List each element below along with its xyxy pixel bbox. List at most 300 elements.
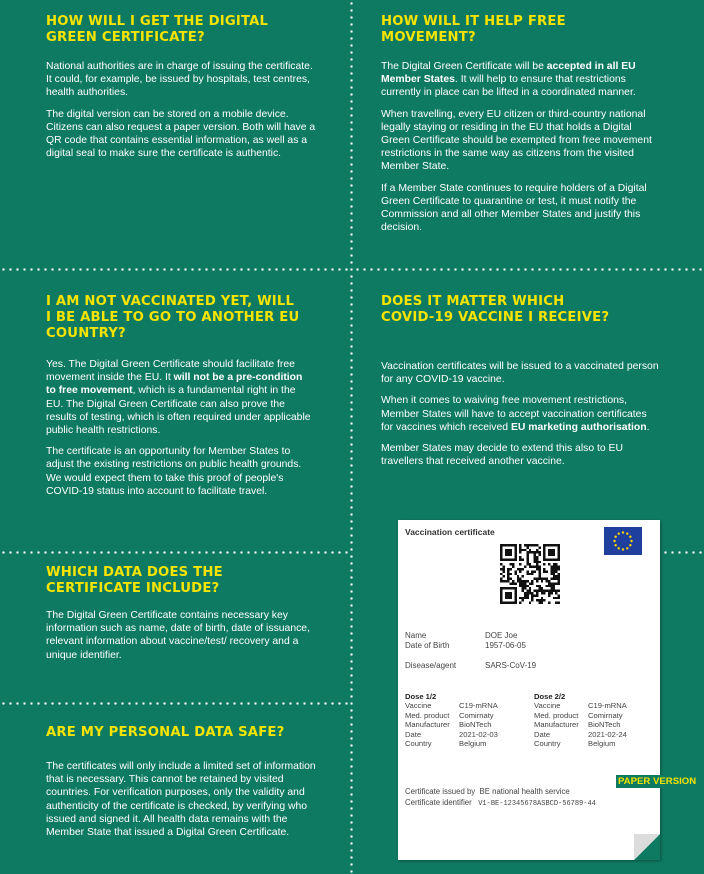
- qr-module: [548, 590, 550, 592]
- qr-module: [543, 599, 545, 601]
- qr-module: [500, 594, 502, 596]
- qr-module: [534, 590, 536, 592]
- qr-module: [512, 587, 514, 589]
- qr-module: [510, 549, 512, 551]
- qr-module: [543, 551, 545, 553]
- qr-module: [548, 554, 550, 556]
- vaccination-certificate: [398, 520, 660, 860]
- qr-module: [558, 582, 560, 584]
- dose-title: Dose 2/2: [534, 692, 566, 701]
- qr-module: [519, 570, 521, 572]
- horizontal-divider: [0, 268, 350, 271]
- qr-module: [541, 590, 543, 592]
- qr-module: [517, 568, 519, 570]
- qr-module: [522, 590, 524, 592]
- qr-module: [529, 592, 531, 594]
- qr-module: [543, 563, 545, 565]
- qr-module: [524, 592, 526, 594]
- qr-module: [550, 544, 552, 546]
- qr-module: [558, 575, 560, 577]
- cert-field-label: Certificate issued by: [405, 787, 476, 796]
- horizontal-divider: [662, 551, 704, 554]
- qr-module: [510, 592, 512, 594]
- qr-module: [524, 597, 526, 599]
- qr-module: [529, 566, 531, 568]
- qr-module: [505, 597, 507, 599]
- qr-module: [510, 597, 512, 599]
- qr-module: [550, 554, 552, 556]
- qr-module: [555, 597, 557, 599]
- qr-module: [519, 556, 521, 558]
- qr-module: [529, 602, 531, 604]
- section-heading: [381, 294, 661, 326]
- emphasis-text: will not be a pre-condition to free movement: [46, 372, 303, 397]
- section-which-vaccine: [381, 294, 661, 476]
- qr-module: [500, 556, 502, 558]
- qr-module: [507, 554, 509, 556]
- qr-module: [500, 597, 502, 599]
- qr-module: [543, 546, 545, 548]
- qr-module: [522, 585, 524, 587]
- qr-module: [522, 580, 524, 582]
- eu-star-icon: [629, 536, 631, 538]
- qr-module: [517, 578, 519, 580]
- heading-line: WHICH DATA DOES THE: [46, 565, 223, 580]
- qr-module: [536, 556, 538, 558]
- paragraph: The Digital Green Certificate contains necessary key information such as name, date of birth, date of issuance, relevant information about vaccine/test/ recovery and a unique identifier.: [46, 610, 310, 661]
- paragraph: [381, 394, 661, 434]
- qr-module: [500, 546, 502, 548]
- qr-module: [553, 573, 555, 575]
- qr-module: [512, 558, 514, 560]
- heading-line: COVID-19 VACCINE I RECEIVE?: [381, 310, 610, 325]
- qr-module: [500, 554, 502, 556]
- qr-module: [538, 551, 540, 553]
- qr-module: [555, 558, 557, 560]
- qr-module: [524, 594, 526, 596]
- qr-module: [514, 556, 516, 558]
- qr-module: [519, 546, 521, 548]
- qr-module: [500, 568, 502, 570]
- qr-module: [531, 599, 533, 601]
- qr-module: [510, 582, 512, 584]
- qr-module: [519, 580, 521, 582]
- section-personal-data: [46, 725, 316, 847]
- qr-module: [543, 544, 545, 546]
- qr-module: [538, 570, 540, 572]
- qr-module: [514, 592, 516, 594]
- qr-module: [507, 568, 509, 570]
- qr-module: [529, 582, 531, 584]
- qr-module: [536, 551, 538, 553]
- qr-module: [505, 551, 507, 553]
- qr-module: [536, 590, 538, 592]
- qr-module: [524, 585, 526, 587]
- qr-module: [529, 563, 531, 565]
- qr-module: [514, 570, 516, 572]
- qr-module: [558, 554, 560, 556]
- eu-star-icon: [618, 547, 620, 549]
- qr-module: [546, 570, 548, 572]
- section-heading: [46, 294, 311, 342]
- qr-module: [507, 573, 509, 575]
- qr-module: [519, 602, 521, 604]
- qr-module: [514, 599, 516, 601]
- qr-module: [526, 551, 528, 553]
- qr-module: [538, 546, 540, 548]
- eu-star-icon: [613, 540, 615, 542]
- qr-module: [512, 566, 514, 568]
- qr-module: [500, 551, 502, 553]
- qr-module: [507, 602, 509, 604]
- dose-label: Date: [405, 729, 422, 739]
- qr-module: [541, 587, 543, 589]
- qr-module: [548, 592, 550, 594]
- qr-module: [505, 580, 507, 582]
- qr-module: [546, 585, 548, 587]
- qr-module: [505, 594, 507, 596]
- qr-module: [502, 570, 504, 572]
- qr-module: [553, 558, 555, 560]
- qr-module: [510, 578, 512, 580]
- qr-module: [555, 602, 557, 604]
- qr-module: [543, 570, 545, 572]
- qr-module: [519, 563, 521, 565]
- eu-star-icon: [614, 536, 616, 538]
- paragraph: Vaccination certificates will be issued to a vaccinated person for any COVID-19 vaccine.: [381, 361, 659, 386]
- qr-module: [548, 594, 550, 596]
- qr-module: [543, 554, 545, 556]
- qr-module: [519, 558, 521, 560]
- cert-issuer-row: [405, 787, 570, 796]
- qr-module: [507, 597, 509, 599]
- qr-module: [510, 551, 512, 553]
- qr-module: [558, 558, 560, 560]
- qr-module: [507, 578, 509, 580]
- cert-field-label: Date of Birth: [405, 641, 450, 650]
- vertical-divider: [350, 0, 353, 874]
- heading-line: I AM NOT VACCINATED YET, WILL: [46, 294, 295, 309]
- qr-module: [522, 599, 524, 601]
- qr-module: [534, 561, 536, 563]
- qr-module: [510, 602, 512, 604]
- qr-module: [541, 597, 543, 599]
- qr-module: [558, 578, 560, 580]
- qr-module: [555, 575, 557, 577]
- qr-module: [550, 585, 552, 587]
- qr-module: [522, 582, 524, 584]
- qr-module: [500, 580, 502, 582]
- qr-module: [526, 558, 528, 560]
- qr-module: [514, 582, 516, 584]
- qr-module: [507, 549, 509, 551]
- eu-flag-icon: [604, 527, 642, 555]
- heading-line: CERTIFICATE INCLUDE?: [46, 581, 220, 596]
- horizontal-divider: [0, 702, 350, 705]
- cert-identifier-row: [405, 798, 596, 808]
- qr-module: [502, 602, 504, 604]
- dose-value: C19-mRNA: [588, 701, 627, 711]
- qr-module: [550, 558, 552, 560]
- cert-field-value: DOE Joe: [485, 631, 518, 640]
- certificate-title: Vaccination certificate: [405, 527, 495, 537]
- qr-module: [517, 580, 519, 582]
- qr-module: [524, 566, 526, 568]
- qr-module: [536, 558, 538, 560]
- qr-module: [531, 594, 533, 596]
- qr-module: [553, 587, 555, 589]
- dose-label: Vaccine: [405, 701, 432, 711]
- qr-module: [500, 578, 502, 580]
- qr-module: [538, 585, 540, 587]
- dose-value: BioNTech: [459, 720, 492, 730]
- qr-module: [546, 580, 548, 582]
- qr-module: [514, 544, 516, 546]
- qr-module: [550, 570, 552, 572]
- qr-module: [510, 568, 512, 570]
- dose-label: Date: [534, 729, 551, 739]
- qr-module: [510, 558, 512, 560]
- qr-module: [558, 568, 560, 570]
- qr-module: [555, 578, 557, 580]
- qr-module: [526, 544, 528, 546]
- qr-module: [536, 549, 538, 551]
- paragraph: The certificates will only include a limited set of information that is necessary. This cannot be retained by visited countries. For verification purposes, only the validity and authenticity of the certificate is checked, by verifying who issued and signed it. All health data remains with the Member State that issued a Digital Green Certificate.: [46, 761, 316, 839]
- qr-module: [550, 592, 552, 594]
- qr-module: [543, 558, 545, 560]
- qr-module: [526, 573, 528, 575]
- qr-module: [500, 590, 502, 592]
- heading-line: GREEN CERTIFICATE?: [46, 30, 205, 45]
- dose-label: Med. product: [534, 710, 579, 720]
- section-heading: ARE MY PERSONAL DATA SAFE?: [46, 725, 285, 740]
- qr-module: [505, 592, 507, 594]
- qr-module: [538, 566, 540, 568]
- qr-module: [529, 549, 531, 551]
- qr-module: [538, 561, 540, 563]
- qr-module: [514, 594, 516, 596]
- dose-1-block: [405, 692, 498, 748]
- qr-module: [534, 544, 536, 546]
- qr-module: [526, 590, 528, 592]
- qr-module: [546, 590, 548, 592]
- eu-star-icon: [614, 544, 616, 546]
- qr-module: [534, 554, 536, 556]
- qr-module: [543, 592, 545, 594]
- qr-module: [529, 573, 531, 575]
- qr-module: [505, 558, 507, 560]
- qr-module: [534, 551, 536, 553]
- qr-module: [510, 573, 512, 575]
- qr-module: [510, 587, 512, 589]
- qr-module: [548, 563, 550, 565]
- qr-module: [553, 551, 555, 553]
- qr-code-icon: [500, 544, 560, 604]
- emphasis-text: accepted in all EU Member States: [381, 61, 636, 86]
- qr-module: [522, 587, 524, 589]
- qr-module: [514, 554, 516, 556]
- dose-label: Vaccine: [534, 701, 561, 711]
- qr-module: [550, 573, 552, 575]
- horizontal-divider: [354, 268, 704, 271]
- qr-module: [512, 563, 514, 565]
- qr-module: [536, 599, 538, 601]
- qr-module: [526, 592, 528, 594]
- qr-module: [505, 544, 507, 546]
- dose-value: Belgium: [588, 739, 616, 749]
- qr-module: [548, 558, 550, 560]
- qr-module: [538, 578, 540, 580]
- section-free-movement: [381, 14, 661, 242]
- qr-module: [558, 556, 560, 558]
- qr-module: [534, 566, 536, 568]
- qr-module: [510, 554, 512, 556]
- qr-module: [550, 590, 552, 592]
- paragraph: The certificate is an opportunity for Member States to adjust the existing restrictions on public health grounds. We would expect them to take this proof of people's COVID-19 status into account to facilitate travel.: [46, 446, 302, 497]
- qr-module: [555, 592, 557, 594]
- qr-module: [502, 575, 504, 577]
- qr-module: [526, 597, 528, 599]
- qr-module: [536, 580, 538, 582]
- qr-module: [502, 566, 504, 568]
- eu-star-icon: [622, 531, 624, 533]
- qr-module: [507, 580, 509, 582]
- qr-module: [500, 599, 502, 601]
- section-get-certificate: [46, 14, 316, 168]
- qr-module: [502, 580, 504, 582]
- text-run: .: [646, 421, 650, 433]
- qr-module: [526, 554, 528, 556]
- qr-module: [500, 544, 502, 546]
- qr-module: [538, 587, 540, 589]
- qr-module: [519, 549, 521, 551]
- qr-module: [519, 597, 521, 599]
- qr-module: [558, 602, 560, 604]
- qr-module: [548, 602, 550, 604]
- eu-star-icon: [630, 540, 632, 542]
- cert-field-label: Certificate identifier: [405, 798, 472, 807]
- section-not-vaccinated: [46, 294, 311, 506]
- paragraph: [46, 358, 311, 437]
- qr-module: [529, 590, 531, 592]
- qr-module: [512, 602, 514, 604]
- qr-module: [550, 549, 552, 551]
- dose-label: Manufacturer: [405, 720, 450, 730]
- qr-module: [502, 544, 504, 546]
- qr-module: [558, 580, 560, 582]
- qr-module: [536, 592, 538, 594]
- qr-module: [502, 587, 504, 589]
- qr-module: [507, 592, 509, 594]
- qr-module: [553, 597, 555, 599]
- qr-module: [514, 549, 516, 551]
- qr-module: [536, 544, 538, 546]
- qr-module: [526, 594, 528, 596]
- qr-module: [531, 551, 533, 553]
- qr-module: [555, 563, 557, 565]
- qr-module: [558, 544, 560, 546]
- qr-module: [553, 549, 555, 551]
- qr-module: [514, 590, 516, 592]
- qr-module: [543, 590, 545, 592]
- qr-module: [519, 578, 521, 580]
- qr-module: [555, 570, 557, 572]
- qr-module: [500, 549, 502, 551]
- eu-star-icon: [629, 544, 631, 546]
- qr-module: [505, 549, 507, 551]
- qr-module: [555, 566, 557, 568]
- dose-value: 2021-02-24: [588, 729, 627, 739]
- dose-value: Comirnaty: [459, 710, 494, 720]
- qr-module: [553, 568, 555, 570]
- qr-module: [524, 582, 526, 584]
- qr-module: [514, 551, 516, 553]
- text-run: Yes. The Digital Green Certificate should facilitate free movement inside the EU. It: [46, 359, 295, 384]
- qr-module: [531, 580, 533, 582]
- heading-line: DOES IT MATTER WHICH: [381, 294, 565, 309]
- paragraph: If a Member State continues to require holders of a Digital Green Certificate to quarantine or test, it must notify the Commission and all other Member States and justify this decision.: [381, 182, 647, 234]
- qr-module: [555, 544, 557, 546]
- qr-module: [555, 568, 557, 570]
- section-heading: [46, 565, 311, 597]
- qr-module: [550, 551, 552, 553]
- qr-module: [548, 551, 550, 553]
- qr-module: [538, 554, 540, 556]
- qr-module: [536, 563, 538, 565]
- qr-module: [548, 544, 550, 546]
- eu-star-icon: [618, 532, 620, 534]
- qr-module: [519, 568, 521, 570]
- qr-module: [507, 570, 509, 572]
- qr-module: [548, 549, 550, 551]
- paragraph: National authorities are in charge of issuing the certificate. It could, for example, be issued by hospitals, test centres, health authorities.: [46, 61, 313, 99]
- qr-module: [510, 544, 512, 546]
- qr-module: [550, 578, 552, 580]
- qr-module: [512, 544, 514, 546]
- qr-module: [507, 544, 509, 546]
- text-run: The Digital Green Certificate will be: [381, 61, 547, 72]
- qr-module: [538, 590, 540, 592]
- dose-2-block: [534, 692, 627, 748]
- qr-module: [548, 585, 550, 587]
- qr-module: [553, 563, 555, 565]
- qr-module: [546, 544, 548, 546]
- qr-module: [550, 587, 552, 589]
- qr-module: [510, 594, 512, 596]
- qr-module: [541, 592, 543, 594]
- qr-module: [548, 582, 550, 584]
- qr-module: [507, 594, 509, 596]
- qr-module: [514, 597, 516, 599]
- qr-module: [526, 585, 528, 587]
- dose-value: 2021-02-03: [459, 729, 498, 739]
- qr-module: [502, 558, 504, 560]
- qr-module: [536, 578, 538, 580]
- qr-module: [558, 566, 560, 568]
- section-which-data: [46, 565, 311, 670]
- qr-module: [524, 549, 526, 551]
- qr-module: [538, 602, 540, 604]
- qr-module: [548, 580, 550, 582]
- paragraph: When travelling, every EU citizen or third-country national legally staying or residing in the EU that holds a Digital Green Certificate should be exempted from free movement restrictions in the same way as citizens from the visited Member State.: [381, 108, 652, 173]
- qr-module: [536, 585, 538, 587]
- cert-field-value: BE national health service: [479, 787, 570, 796]
- qr-module: [507, 587, 509, 589]
- qr-module: [555, 590, 557, 592]
- eu-star-icon: [622, 548, 624, 550]
- qr-module: [500, 587, 502, 589]
- paragraph: Member States may decide to extend this also to EU travellers that received another vaccine.: [381, 443, 623, 468]
